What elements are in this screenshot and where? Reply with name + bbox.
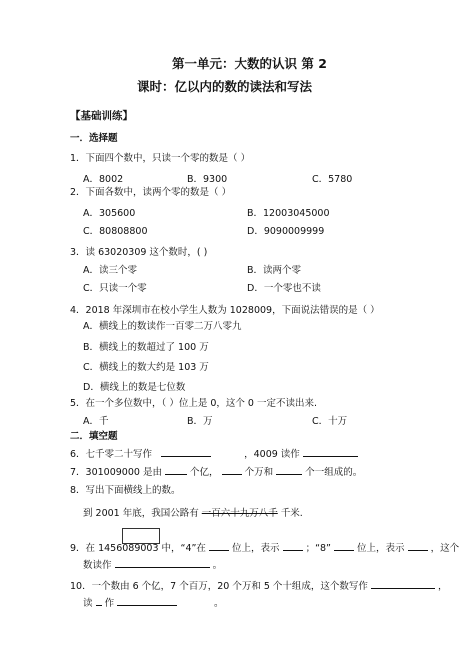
- q10-line2: [83, 595, 177, 609]
- q9-text-e: ，这个: [430, 543, 460, 554]
- q5-option-a: A．千: [83, 416, 109, 427]
- q9-text-d: 位上，表示: [357, 543, 405, 554]
- q7-answer-blank-2[interactable]: [222, 465, 242, 475]
- q1-option-c: C．5780: [312, 174, 353, 185]
- q7-text-b: 个亿，: [190, 467, 219, 478]
- q3-stem: 3．读 63020309 这个数时，( ): [70, 247, 208, 258]
- q9-text-c: ；“8”: [305, 543, 331, 554]
- q6-line: [70, 446, 358, 460]
- q10-answer-blank-2[interactable]: [117, 596, 177, 606]
- q1-option-a: A．8002: [83, 174, 124, 185]
- q9-text-a: 9．在 1456089003 中，“4”在: [70, 543, 206, 554]
- q4-option-d: D．横线上的数是七位数: [83, 382, 186, 393]
- q8-text-a: 到 2001 年底，我国公路有: [83, 508, 199, 519]
- q8-text-b: 千米.: [280, 508, 303, 519]
- q5-option-c: C．十万: [312, 416, 348, 427]
- q4-option-b: B．横线上的数超过了 100 万: [83, 342, 209, 353]
- q6-answer-blank-1[interactable]: [161, 447, 211, 457]
- q5-stem: 5．在一个多位数中，（ ）位上是 0，这个 0 一定不读出来.: [70, 398, 317, 409]
- q4-option-c: C．横线上的数大约是 103 万: [83, 362, 209, 373]
- q2-option-c: C．80808800: [83, 226, 148, 237]
- q2-option-b: B．12003045000: [247, 208, 330, 219]
- q10-text-a: 10．一个数由 6 个亿，7 个百万，20 个万和 5 个十组成，这个数写作: [70, 581, 368, 592]
- q4-stem: 4．2018 年深圳市在校小学生人数为 1028009，下面说法错误的是（ ）: [70, 305, 380, 316]
- q10-text-d: 作: [104, 598, 115, 609]
- q9-answer-blank-5[interactable]: [115, 558, 210, 568]
- title-line2: 课时：亿以内的数的读法和写法: [137, 79, 313, 94]
- q6-text-a: 6．七千零二十写作: [70, 449, 153, 460]
- part1-heading: 一．选择题: [70, 133, 118, 144]
- q9-text-f: 数读作: [83, 560, 112, 571]
- q6-text-b: ，4009 读作: [244, 449, 300, 460]
- q7-text-a: 7．301009000 是由: [70, 467, 162, 478]
- q9-answer-blank-4[interactable]: [408, 541, 428, 551]
- section-heading: 【基础训练】: [70, 110, 133, 122]
- q8-line: [83, 505, 303, 519]
- q2-option-d: D．9090009999: [247, 226, 325, 237]
- q7-text-d: 个一组成的。: [305, 467, 363, 478]
- q2-stem: 2．下面各数中，读两个零的数是（ ）: [70, 187, 232, 198]
- q9-answer-blank-1[interactable]: [209, 541, 229, 551]
- q6-answer-blank-2[interactable]: [303, 447, 358, 457]
- q2-option-a: A．305600: [83, 208, 136, 219]
- q3-option-c: C．只读一个零: [83, 283, 147, 294]
- q8-underlined-number: 一百六十九万八千: [201, 508, 278, 519]
- q7-text-c: 个万和: [244, 467, 274, 478]
- q9-answer-blank-2[interactable]: [283, 541, 303, 551]
- q7-line: [70, 464, 362, 478]
- q3-option-b: B．读两个零: [247, 265, 302, 276]
- q7-answer-blank-3[interactable]: [276, 465, 302, 475]
- q10-text-c: 读: [83, 598, 93, 609]
- q9-text-g: 。: [212, 560, 223, 571]
- q1-stem: 1．下面四个数中，只读一个零的数是（ ）: [70, 153, 251, 164]
- title-line1: 第一单元：大数的认识 第 2: [172, 56, 327, 71]
- q3-option-a: A．读三个零: [83, 265, 137, 276]
- q8-stem: 8．写出下面横线上的数。: [70, 485, 181, 496]
- q9-text-b: 位上，表示: [231, 543, 280, 554]
- q3-option-d: D．一个零也不读: [247, 283, 321, 294]
- q10-answer-blank-1[interactable]: [371, 579, 435, 589]
- q1-option-b: B．9300: [187, 174, 228, 185]
- q7-answer-blank-1[interactable]: [165, 465, 187, 475]
- q9-answer-blank-3[interactable]: [334, 541, 354, 551]
- q9-line1: [70, 540, 459, 554]
- q9-line2: [83, 557, 222, 571]
- q4-option-a: A．横线上的数读作一百零二万八零九: [83, 321, 242, 332]
- q10-end-mark: 。: [214, 598, 224, 609]
- q10-line1: [70, 578, 448, 592]
- q10-answer-blank-2a[interactable]: [96, 596, 102, 606]
- q5-option-b: B．万: [187, 416, 213, 427]
- part2-heading: 二．填空题: [70, 431, 118, 442]
- q10-text-b: ，: [438, 581, 448, 592]
